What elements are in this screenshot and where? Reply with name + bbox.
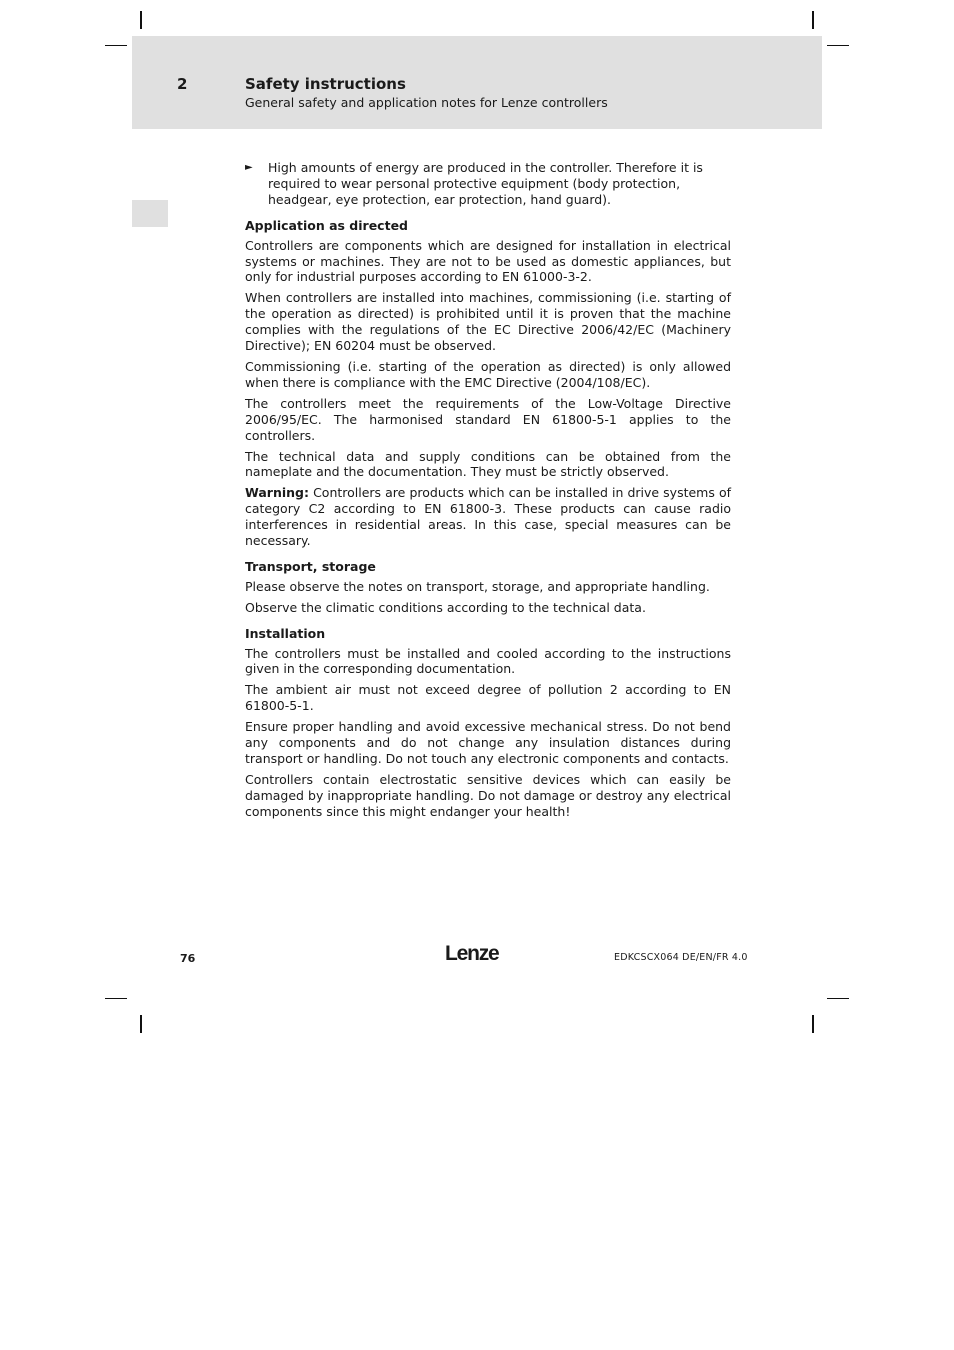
arrow-bullet-icon: ► bbox=[245, 162, 253, 173]
document-code: EDKCSCX064 DE/EN/FR 4.0 bbox=[614, 952, 748, 963]
header-band bbox=[132, 36, 822, 129]
crop-mark bbox=[812, 11, 814, 29]
section-heading-installation: Installation bbox=[245, 625, 326, 641]
crop-mark bbox=[105, 45, 127, 46]
page-title: Safety instructions bbox=[245, 75, 406, 93]
crop-mark bbox=[827, 45, 849, 46]
crop-mark bbox=[827, 998, 849, 999]
paragraph: Controllers are components which are designed for installation in electrical systems or machines. They are not to be used as domestic appliances, but only for industrial purposes according to EN 61000-3-2. bbox=[245, 237, 731, 285]
crop-mark bbox=[140, 11, 142, 29]
paragraph: The ambient air must not exceed degree of pollution 2 according to EN 61800-5-1. bbox=[245, 682, 731, 714]
chapter-tab-marker bbox=[132, 200, 168, 227]
page-number: 76 bbox=[180, 952, 196, 965]
paragraph: Observe the climatic conditions according to the technical data. bbox=[245, 599, 646, 615]
chapter-number: 2 bbox=[177, 75, 188, 93]
paragraph: The controllers must be installed and cooled according to the instructions given in the corresponding documentation. bbox=[245, 645, 731, 677]
section-heading-transport: Transport, storage bbox=[245, 558, 376, 574]
page-subtitle: General safety and application notes for Lenze controllers bbox=[245, 95, 608, 110]
lenze-logo: Lenze bbox=[445, 942, 499, 965]
crop-mark bbox=[140, 1015, 142, 1033]
intro-bullet-text: High amounts of energy are produced in the controller. Therefore it is required to wear personal protective equipment (body protection, headgear, eye protection, ear protection, hand guard). bbox=[268, 160, 703, 207]
main-content bbox=[245, 160, 731, 825]
warning-text: Controllers are products which can be installed in drive systems of category C2 according to EN 61800-3. These products can cause radio interferences in residential areas. In this case, special measures can be necessary. bbox=[245, 485, 731, 549]
paragraph: The controllers meet the requirements of the Low-Voltage Directive 2006/95/EC. The harmonised standard EN 61800-5-1 applies to the controllers. bbox=[245, 395, 731, 443]
crop-mark bbox=[105, 998, 127, 999]
paragraph: Controllers contain electrostatic sensitive devices which can easily be damaged by inappropriate handling. Do not damage or destroy any electrical components since this might endanger your health! bbox=[245, 771, 731, 819]
paragraph: When controllers are installed into machines, commissioning (i.e. starting of the operation as directed) is prohibited until it is proven that the machine complies with the regulations of the EC Directive 2006/42/EC (Machinery Directive); EN 60204 must be observed. bbox=[245, 290, 731, 354]
paragraph: Ensure proper handling and avoid excessive mechanical stress. Do not bend any components and do not change any insulation distances during transport or handling. Do not touch any electronic components and contacts. bbox=[245, 719, 731, 766]
intro-bullet bbox=[245, 160, 731, 208]
paragraph: Commissioning (i.e. starting of the operation as directed) is only allowed when there is compliance with the EMC Directive (2004/108/EC). bbox=[245, 358, 731, 390]
crop-mark bbox=[812, 1015, 814, 1033]
warning-label: Warning: bbox=[245, 485, 309, 501]
paragraph: The technical data and supply conditions can be obtained from the nameplate and the documentation. They must be strictly observed. bbox=[245, 448, 731, 480]
section-heading-application: Application as directed bbox=[245, 217, 408, 233]
warning-paragraph bbox=[245, 485, 731, 549]
paragraph: Please observe the notes on transport, storage, and appropriate handling. bbox=[245, 578, 710, 594]
